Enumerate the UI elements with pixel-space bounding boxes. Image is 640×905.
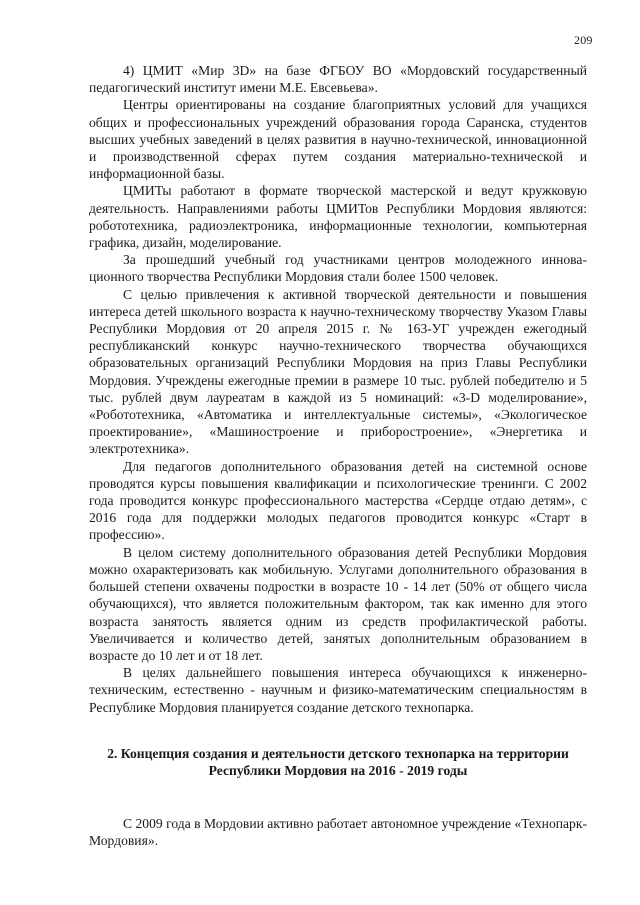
paragraph-technopark-plan: В целях дальнейшего повышения интереса обучающихся к инженерно-техническим, естественно - научным и физико-математическим специальностям в Республике Мордовия планируется создание детского технопарка.	[89, 665, 587, 715]
paragraph-participants: За прошедший учебный год участниками центров молодежного инновационного творчества Республики Мордовия стали более 1500 человек.	[89, 252, 587, 285]
paragraph-centers-purpose: Центры ориентированы на создание благоприятных условий для учащихся общих и профессиональных учреждений образования города Саранска, студентов высших учебных заведений в целях развития в научно-технической, инновационной и производственной сферах путем создания материально-технической и информационной базы.	[89, 97, 587, 182]
paragraph-system-overview: В целом систему дополнительного образования детей Республики Мордовия можно охарактеризовать как мобильную. Услугами дополнительного образования в большей степени охвачены подростки в возрасте 10 - 14 лет (50% от общего числа обучающихся), что является положительным фактором, так как именно для этого возраста занятость является одним из средств профилактической работы. Увеличивается и количество детей, занятых дополнительным образованием в возрасте до 10 лет и от 18 лет.	[89, 544, 587, 663]
page-number: 209	[574, 33, 593, 47]
paragraph-teachers: Для педагогов дополнительного образования детей на системной основе проводятся курсы повышения квалификации и психологические тренинги. С 2002 года проводится конкурс профессионального мастерства «Сердце отдаю детям», с 2016 года для поддержки молодых педагогов проводится конкурс «Старт в профессию».	[89, 458, 587, 543]
paragraph-cmit-mir-3d: 4) ЦМИТ «Мир 3D» на базе ФГБОУ ВО «Мордовский государственный педагогический институт имени М.Е. Евсевьева».	[89, 63, 587, 96]
paragraph-contest: С целью привлечения к активной творческой деятельности и повышения интереса детей школьного возраста к научно-техническому творчеству Указом Главы Республики Мордовия от 20 апреля 2015 г. № 163-УГ учрежден ежегодный республиканский конкурс научно-технического творчества обучающихся образовательных организаций Республики Мордовия на приз Главы Республики Мордовия. Учреждены ежегодные премии в размере 10 тыс. рублей победителю и 5 тыс. рублей двум лауреатам в каждой из 5 номинаций: «3-D моделирование», «Робототехника, «Автоматика и интеллектуальные системы», «Экологическое проектирование», «Машиностроение и приборостроение», «Энергетика и электротехника».	[89, 286, 587, 457]
paragraph-cmit-directions: ЦМИТы работают в формате творческой мастерской и ведут кружковую деятельность. Направлениями работы ЦМИТов Республики Мордовия являются: робототехника, радиоэлектроника, информационные технологии, компьютерная графика, дизайн, моделирование.	[89, 183, 587, 251]
document-body	[89, 62, 587, 850]
paragraph-technopark-mordovia: С 2009 года в Мордовии активно работает автономное учреждение «Технопарк-Мордовия».	[89, 816, 587, 849]
section-heading: 2. Концепция создания и деятельности детского технопарка на территории Республики Мордовия на 2016 - 2019 годы	[107, 745, 569, 778]
